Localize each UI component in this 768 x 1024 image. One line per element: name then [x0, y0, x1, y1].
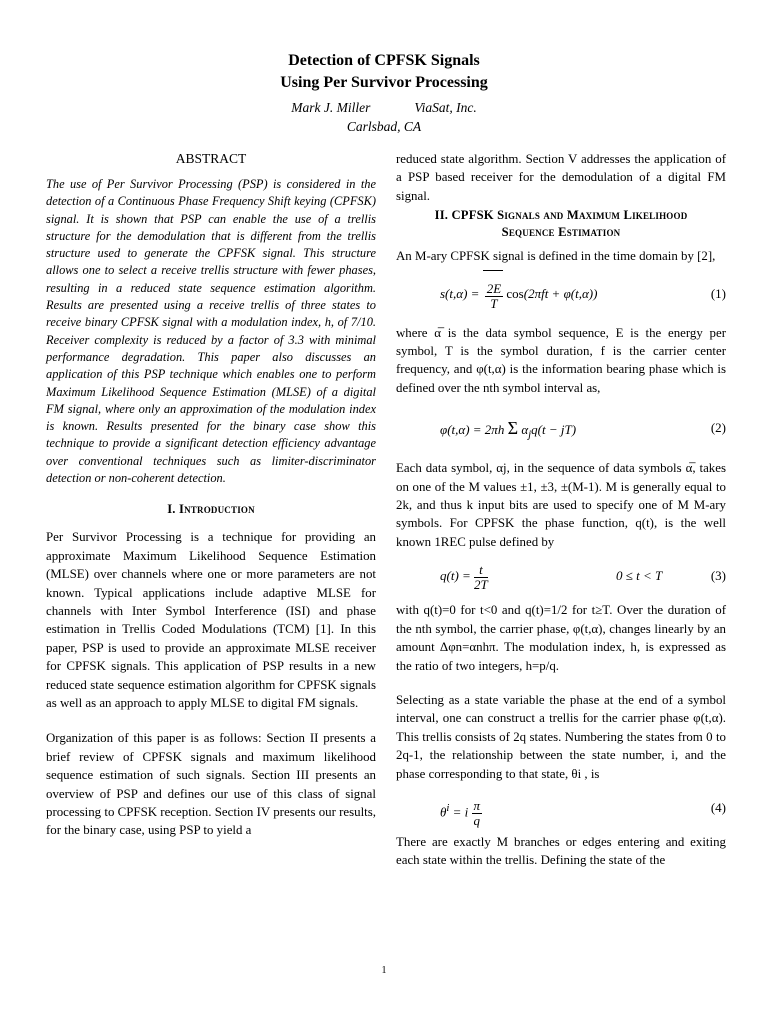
equation-1-number: (1)	[710, 285, 726, 301]
branches-paragraph: There are exactly M branches or edges entering and exiting each state within the trellis. Defining the state of the	[396, 834, 726, 868]
equation-2-expression: φ(t,α) = 2πh Σ $\alpha_jq(t - jT)$	[440, 418, 577, 441]
author-name: Mark J. Miller	[291, 100, 371, 115]
equation-4	[396, 787, 726, 829]
symbol-definition-paragraph: where α̅ is the data symbol sequence, E is the energy per symbol, T is the symbol duration, f is the carrier center frequency, and φ(t,α) is the information bearing phase which is defined over the nth symbol interval as,	[396, 325, 726, 395]
page-number: 1	[381, 965, 387, 976]
trellis-paragraph: Selecting as a state variable the phase at the end of a symbol interval, one can construct a trellis for the carrier phase φ(t,α). This trellis consists of 2q states. Numbering the states from 0 to 2q-1, the relationship between the state number, i, and the phase corresponding to that state, θi , is	[396, 692, 726, 781]
abstract-heading: ABSTRACT	[175, 151, 247, 166]
section-1-number: I.	[167, 502, 176, 517]
left-column	[46, 150, 376, 840]
equation-3-condition: 0 ≤ t < T	[616, 568, 663, 584]
equation-2-number: (2)	[710, 420, 726, 436]
right-column	[396, 150, 726, 870]
title-line-2: Using Per Survivor Processing	[280, 74, 488, 91]
equation-1-expression: s(t,α) = $\frac{2E}{T}$ cos(2πft + φ(t,α))	[440, 270, 597, 320]
equation-3	[396, 555, 726, 597]
equation-4-expression: $\theta^i = i$ $\frac{\pi}{q}$	[440, 797, 481, 828]
equation-3-expression: q(t) = $\frac{t}{2T}$	[440, 561, 488, 592]
equation-4-number: (4)	[710, 799, 726, 815]
author-block	[0, 98, 768, 136]
section-2-number: II.	[434, 208, 449, 223]
paper-title	[0, 50, 768, 94]
section-2-title-line-1: CPFSK Signals and Maximum Likelihood	[451, 208, 688, 223]
abstract-text: The use of Per Survivor Processing (PSP) is considered in the detection of a Continuous Phase Frequency Shift keying (CPFSK) signal. It is shown that PSP can enable the use of a trellis structure for the demodulation that is different from the trellis structure used to generate the CPFSK signal. This structure allows one to select a receive trellis structure with fewer phases, resulting in a reduced state sequence estimation algorithm. Results are presented using a receive trellis of three states to receive binary CPFSK signal with a modulation index, h, of 7/10. Receiver complexity is reduced by a factor of 3.3 with minimal performance degradation. This paper also discusses an application of this PSP technique which enables one to perform Maximum Likelihood Sequence Estimation (MLSE) of a digital FM signal, where only an approximation of the modulation index is known. Results presented for the binary case show this technique to provide a significant detection efficiency advantage over conventional techniques such as limiter-discriminator detection or non-coherent detection.	[46, 177, 376, 486]
author-location: Carlsbad, CA	[346, 119, 422, 134]
intro-paragraph-2: Organization of this paper is as follows: Section II presents a brief review of CPFSK signals and maximum likelihood sequence estimation of such signals. Section III presents an overview of PSP and defines our use of this class of signal processing to CPFSK reception. Section IV presents our results, for the binary case, using PSP to yield a	[46, 731, 376, 838]
section-1-heading	[46, 501, 376, 518]
cpfsk-definition-paragraph: An M-ary CPFSK signal is defined in the time domain by [2],	[396, 249, 716, 264]
section-1-title: Introduction	[179, 502, 255, 517]
section-2-title-line-2: Sequence Estimation	[501, 225, 621, 240]
continued-paragraph: reduced state algorithm. Section V addresses the application of a PSP based receiver for the demodulation of a digital FM signal.	[396, 152, 726, 203]
equation-2	[396, 403, 726, 453]
data-symbol-paragraph: Each data symbol, αj, in the sequence of data symbols α̅, takes on one of the M values ±1, ±3, ±(M-1). M is generally equal to 2k, and thus k input bits are used to specify one of M M-ary symbols. For CPFSK the phase function, q(t), is the well known 1REC pulse defined by	[396, 461, 726, 549]
section-2-heading	[396, 207, 726, 241]
equation-1	[396, 270, 726, 318]
title-line-1: Detection of CPFSK Signals	[288, 52, 480, 69]
equation-3-number: (3)	[710, 568, 726, 584]
phase-change-paragraph: with q(t)=0 for t<0 and q(t)=1/2 for t≥T. Over the duration of the nth symbol, the carrier phase, φ(t,α), changes linearly by an amount Δφn=αnhπ. The modulation index, h, is expressed as the ratio of two integers, h=p/q.	[396, 603, 726, 673]
intro-paragraph-1: Per Survivor Processing is a technique for providing an approximate Maximum Likelihood Sequence Estimation (MLSE) over channels where one or more parameters are not known. Typical applications include adaptive MLSE for channels with Inter Symbol Interference (ISI) and phase estimation in Trellis Coded Modulations (TCM) [1]. In this paper, PSP is used to provide an approximate MLSE receiver for CPFSK signals. This application of PSP results in a new reduced state sequence estimation algorithm for CPFSK signals as well as an approach to apply MLSE to digital FM signals.	[46, 530, 376, 710]
author-organization: ViaSat, Inc.	[414, 100, 477, 115]
